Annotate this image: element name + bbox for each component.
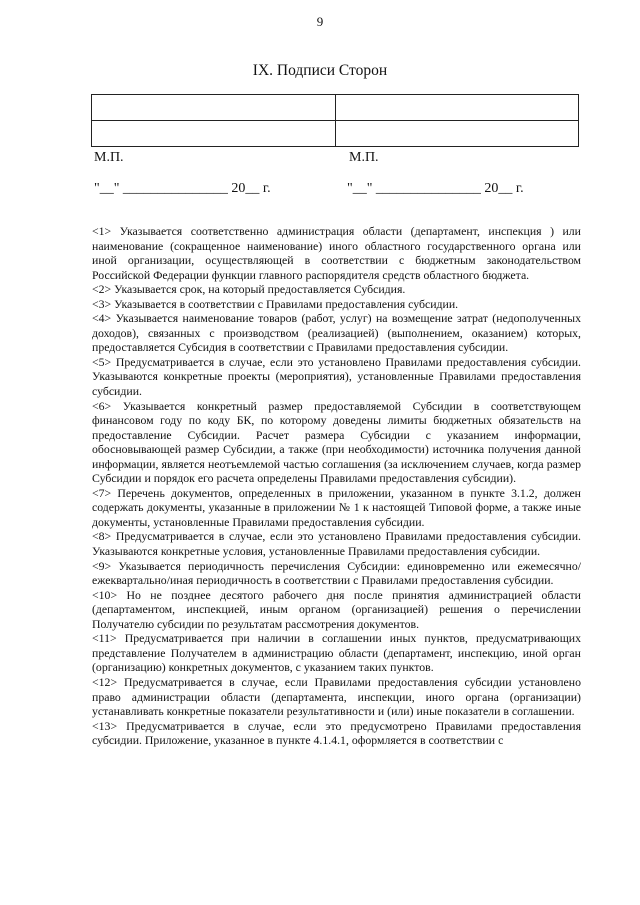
signature-cell-right-party xyxy=(335,95,579,121)
footnote-9: <9> Указывается периодичность перечисления Субсидии: единовременно или ежемесячно/ежеквартально/иная периодичность в соответствии с Правилами предоставления субсидии. xyxy=(92,558,581,588)
date-line-left: "__" _______________ 20__ г. xyxy=(94,181,271,196)
seal-label-left: М.П. xyxy=(94,150,124,165)
footnotes xyxy=(92,224,581,748)
footnote-3: <3> Указывается в соответствии с Правилами предоставления субсидии. xyxy=(92,296,459,311)
footnote-4: <4> Указывается наименование товаров (работ, услуг) на возмещение затрат (недополученных доходов), связанных с производством (реализацией) (выполнением, оказанием) которых, предоставляется Субсидия в соответствии с Правилами предоставления субсидии. xyxy=(92,311,581,355)
section-title: IX. Подписи Сторон xyxy=(252,62,388,79)
footnote-10: <10> Но не позднее десятого рабочего дня после принятия администрацией области (департаментом, инспекцией, иным органом (организацией) решения о перечислении Получателю субсидии по результатам рассмотрения документов. xyxy=(92,587,581,631)
footnote-1: <1> Указывается соответственно администрация области (департамент, инспекция ) или наименование (сокращенное наименование) иного областного государственного органа или иной организации, осуществляющей в соответствии с бюджетным законодательством Российской Федерации функции главного распорядителя средств областного бюджета. xyxy=(92,224,581,282)
footnote-8: <8> Предусматривается в случае, если это установлено Правилами предоставления субсидии. Указываются конкретные условия, установленные Правилами предоставления субсидии. xyxy=(92,529,581,559)
signature-cell-left-sign xyxy=(92,121,336,147)
signature-table-row xyxy=(92,121,579,147)
signature-table-row xyxy=(92,95,579,121)
footnote-6: <6> Указывается конкретный размер предоставляемой Субсидии в соответствующем финансовом году по коду БК, по которому доведены лимиты бюджетных обязательств на предоставление Субсидии. Расчет размера Субсидии с указанием информации, обосновывающей размер Субсидии, а также (при необходимости) источника получения данной информации, является неотъемлемой частью соглашения (за исключением случаев, когда размер Субсидии и порядок его расчета определены Правилами предоставления субсидии). xyxy=(92,398,581,486)
signature-cell-right-sign xyxy=(335,121,579,147)
footnote-11: <11> Предусматривается при наличии в соглашении иных пунктов, предусматривающих представление Получателем в администрацию области (департамент, инспекцию, иной орган (организацию) конкретных документов, с указанием таких пунктов. xyxy=(92,631,581,675)
date-line-right: "__" _______________ 20__ г. xyxy=(347,181,524,196)
signature-table xyxy=(91,94,579,147)
page-number: 9 xyxy=(316,14,324,29)
signature-cell-left-party xyxy=(92,95,336,121)
footnote-13: <13> Предусматривается в случае, если это предусмотрено Правилами предоставления субсидии. Приложение, указанное в пункте 4.1.4.1, оформляется в соответствии с xyxy=(92,718,581,748)
footnote-7: <7> Перечень документов, определенных в приложении, указанном в пункте 3.1.2, должен содержать документы, указанные в приложении № 1 к настоящей Типовой форме, а также иные документы, установленные Правилами предоставления субсидии. xyxy=(92,485,581,529)
footnote-2: <2> Указывается срок, на который предоставляется Субсидия. xyxy=(92,282,406,297)
seal-label-right: М.П. xyxy=(349,150,379,165)
footnote-5: <5> Предусматривается в случае, если это установлено Правилами предоставления субсидии. Указываются конкретные проекты (мероприятия), установленные Правилами предоставления субсидии. xyxy=(92,354,581,399)
footnote-12: <12> Предусматривается в случае, если Правилами предоставления субсидии установлено право администрации области (департамента, инспекции, иного органа (организации) устанавливать конкретные показатели результативности и (или) иные показатели в соглашении. xyxy=(92,674,581,719)
